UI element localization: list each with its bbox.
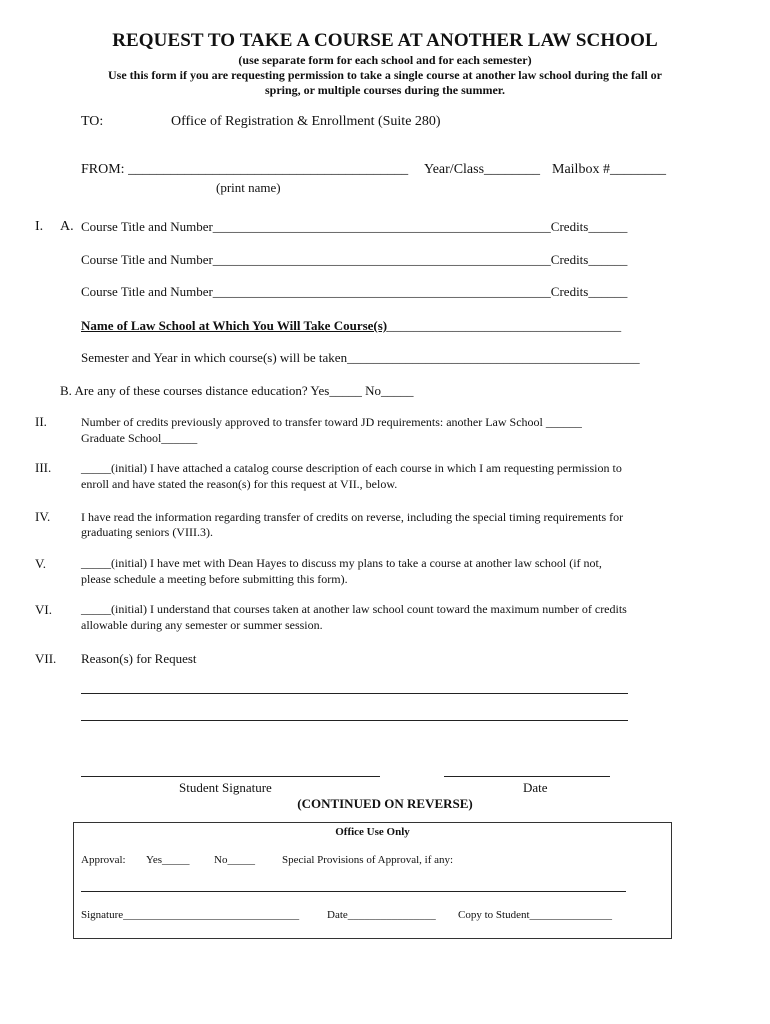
office-use-box [73,822,672,939]
distance-education-question[interactable]: B. Are any of these courses distance education? Yes_____ No_____ [60,383,414,398]
section-iii-numeral: III. [35,460,52,475]
special-provisions-line[interactable] [81,891,626,892]
reasons-label: Reason(s) for Request [81,651,197,666]
special-provisions-label: Special Provisions of Approval, if any: [282,854,454,866]
section-ii-text-1[interactable]: Number of credits previously approved to transfer toward JD requirements: another Law School ______ [81,415,582,429]
form-instructions-cont: spring, or multiple courses during the summer. [264,83,505,97]
approval-label: Approval: [81,854,126,866]
section-iv-text-2: graduating seniors (VIII.3). [81,525,213,539]
office-use-title: Office Use Only [335,826,410,838]
course-line-1[interactable]: Course Title and Number____________________________________________________Credits______ [81,219,628,234]
continued-notice: (CONTINUED ON REVERSE) [297,796,473,811]
course-line-3[interactable]: Course Title and Number____________________________________________________Credits______ [81,284,628,299]
approval-no-field[interactable]: No_____ [214,854,255,866]
to-label: TO: [81,114,104,129]
section-vi-text-1[interactable]: _____(initial) I understand that courses taken at another law school count toward the maximum number of credits [81,602,627,616]
section-ii-text-2[interactable]: Graduate School______ [81,431,198,445]
office-date-field[interactable]: Date________________ [327,909,436,921]
course-line-2[interactable]: Course Title and Number____________________________________________________Credits______ [81,252,628,267]
student-signature-label: Student Signature [179,780,272,795]
year-class-field[interactable]: Year/Class________ [424,162,541,177]
approval-yes-field[interactable]: Yes_____ [146,854,190,866]
section-vi-text-2: allowable during any semester or summer session. [81,618,323,632]
section-iii-text-1[interactable]: _____(initial) I have attached a catalog course description of each course in which I am requesting permission to [81,461,622,475]
print-name-caption: (print name) [216,180,281,195]
section-i-a-letter: A. [60,219,74,234]
reason-line-2[interactable] [81,720,628,721]
section-iv-text-1: I have read the information regarding transfer of credits on reverse, including the special timing requirements for [81,510,624,524]
mailbox-field[interactable]: Mailbox #________ [552,162,666,177]
law-school-blank: ____________________________________ [387,318,622,333]
section-iii-text-2: enroll and have stated the reason(s) for this request at VII., below. [81,477,398,491]
section-iv-numeral: IV. [35,509,51,524]
law-school-field[interactable] [81,318,621,334]
copy-to-student-field[interactable]: Copy to Student_______________ [458,909,613,921]
section-v-text-1[interactable]: _____(initial) I have met with Dean Hayes to discuss my plans to take a course at another law school (if not, [81,556,602,570]
form-instructions: Use this form if you are requesting permission to take a single course at another law school during the fall or [108,68,662,82]
signature-date-line[interactable] [444,776,610,777]
section-vi-numeral: VI. [35,602,52,617]
to-value: Office of Registration & Enrollment (Suite 280) [171,114,441,129]
law-school-label: Name of Law School at Which You Will Take Course(s) [81,318,388,333]
section-vii-numeral: VII. [35,651,57,666]
reason-line-1[interactable] [81,693,628,694]
form-subtitle: (use separate form for each school and for each semester) [238,53,532,67]
signature-date-label: Date [523,780,548,795]
section-v-numeral: V. [35,556,46,571]
student-signature-line[interactable] [81,776,380,777]
from-name-field[interactable]: FROM: ________________________________________ [81,162,409,177]
form-title: REQUEST TO TAKE A COURSE AT ANOTHER LAW SCHOOL [112,30,658,51]
section-i-numeral: I. [35,219,44,234]
office-signature-field[interactable]: Signature________________________________ [81,909,300,921]
semester-year-field[interactable]: Semester and Year in which course(s) will be taken_____________________________________________ [81,350,640,365]
section-ii-numeral: II. [35,414,47,429]
section-v-text-2: please schedule a meeting before submitting this form). [81,572,348,586]
